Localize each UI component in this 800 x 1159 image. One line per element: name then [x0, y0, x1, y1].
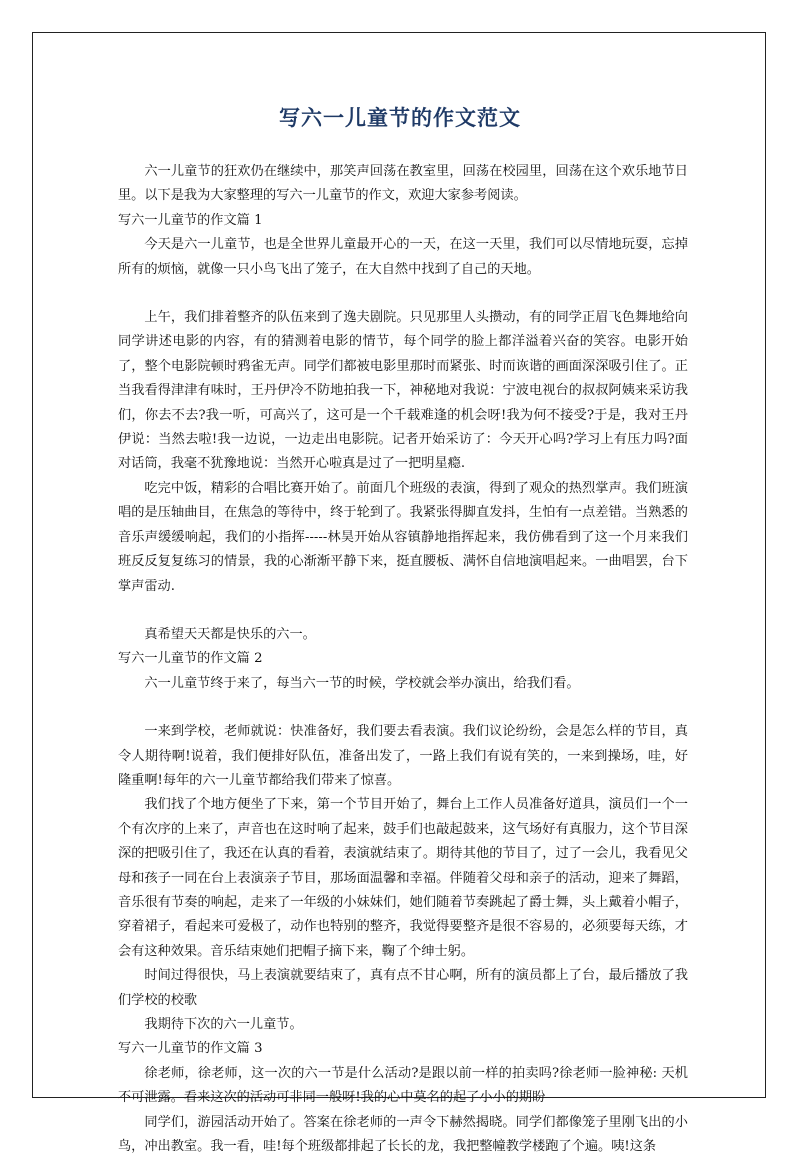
- essay-1-paragraph: 吃完中饭，精彩的合唱比赛开始了。前面几个班级的表演，得到了观众的热烈掌声。我们班演唱的是压轴曲目，在焦急的等待中，终于轮到了。我紧张得脚直发抖，生怕有一点差错。当熟悉的音乐声缓缓响起，我们的小指挥-----林昊开始从容镇静地指挥起来，我仿佛看到了这一个月来我们班反反复复练习的情景，我的心渐渐平静下来，挺直腰板、满怀自信地演唱起来。一曲唱罢，台下掌声雷动.: [118, 480, 688, 594]
- paragraph-gap: [118, 282, 688, 306]
- essay-2-paragraph: 我们找了个地方便坐了下来，第一个节目开始了，舞台上工作人员准备好道具，演员们一个一个有次序的上来了，声音也在这时响了起来，鼓手们也敲起鼓来，这气场好有真服力，这个节目深深的把吸引住了，我还在认真的看着，表演就结束了。期待其他的节目了，过了一会儿，我看见父母和孩子一同在台上表演亲子节目，那场面温馨和幸福。伴随着父母和亲子的活动，迎来了舞蹈，音乐很有节奏的响起，走来了一年级的小妹妹们，她们随着节奏跳起了爵士舞，头上戴着小帽子，穿着裙子，看起来可爱极了，动作也特别的整齐，我觉得要整齐是很不容易的，必须要每天练，才会有这种效果。音乐结束她们把帽子摘下来，鞠了个绅士躬。: [118, 797, 688, 959]
- essay-2-paragraph: 一来到学校，老师就说：快准备好，我们要去看表演。我们议论纷纷，会是怎么样的节目，真令人期待啊!说着，我们便排好队伍，准备出发了，一路上我们有说有笑的，一来到操场，哇，好隆重啊!每年的六一儿童节都给我们带来了惊喜。: [118, 724, 688, 788]
- essay-1-paragraph: 真希望天天都是快乐的六一。: [144, 626, 316, 642]
- paragraph-gap: [118, 696, 688, 720]
- essay-2-heading: 写六一儿童节的作文篇 2: [118, 651, 263, 667]
- essay-3-heading: 写六一儿童节的作文篇 3: [118, 1041, 263, 1057]
- essay-3-paragraph: 徐老师，徐老师，这一次的六一节是什么活动?是跟以前一样的拍卖吗?徐老师一脸神秘: 天机不可泄露。看来这次的活动可非同一般呀!我的心中莫名的起了小小的期盼: [118, 1065, 688, 1106]
- essay-1-heading: 写六一儿童节的作文篇 1: [118, 212, 263, 228]
- essay-3-paragraph: 同学们，游园活动开始了。答案在徐老师的一声令下赫然揭晓。同学们都像笼子里刚飞出的小鸟，冲出教室。我一看，哇!每个班级都排起了长长的龙，我把整幢教学楼跑了个遍。咦!这条: [118, 1114, 688, 1155]
- essay-1-paragraph: 上午，我们排着整齐的队伍来到了逸夫剧院。只见那里人头攒动，有的同学正眉飞色舞地给向同学讲述电影的内容，有的猜测着电影的情节，每个同学的脸上都洋溢着兴奋的笑容。电影开始了，整个电影院顿时鸦雀无声。同学们都被电影里那时而紧张、时而诙谐的画面深深吸引住了。正当我看得津津有味时，王丹伊冷不防地拍我一下，神秘地对我说：宁波电视台的叔叔阿姨来采访我们，你去不去?我一听，可高兴了，这可是一个千载难逢的机会呀!我为何不接受?于是，我对王丹伊说：当然去啦!我一边说，一边走出电影院。记者开始采访了：今天开心吗?学习上有压力吗?面对话筒，我毫不犹豫地说：当然开心啦真是过了一把明星瘾.: [118, 310, 688, 472]
- document-title: 写六一儿童节的作文范文: [279, 105, 521, 130]
- document-body: [118, 160, 688, 1159]
- intro-paragraph: 六一儿童节的狂欢仍在继续中，那笑声回荡在教室里，回荡在校园里，回荡在这个欢乐地节日里。以下是我为大家整理的写六一儿童节的作文，欢迎大家参考阅读。: [118, 164, 688, 204]
- essay-1-paragraph: 今天是六一儿童节，也是全世界儿童最开心的一天，在这一天里，我们可以尽情地玩耍，忘掉所有的烦恼，就像一只小鸟飞出了笼子，在大自然中找到了自己的天地。: [118, 237, 688, 277]
- essay-2-paragraph: 我期待下次的六一儿童节。: [144, 1017, 303, 1032]
- paragraph-gap: [118, 599, 688, 623]
- essay-2-paragraph: 时间过得很快，马上表演就要结束了，真有点不甘心啊，所有的演员都上了台，最后播放了我们学校的校歌: [118, 968, 688, 1008]
- essay-2-paragraph: 六一儿童节终于来了，每当六一节的时候，学校就会举办演出，给我们看。: [144, 675, 580, 691]
